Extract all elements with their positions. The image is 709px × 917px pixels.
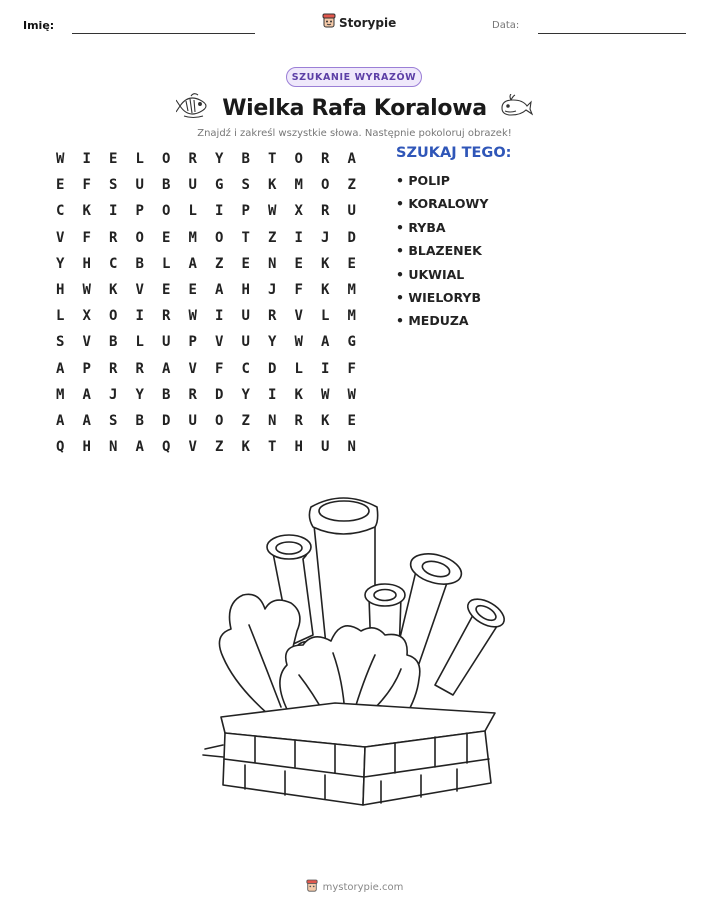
grid-cell[interactable]: A bbox=[82, 386, 91, 403]
grid-cell[interactable]: V bbox=[294, 308, 303, 325]
grid-cell[interactable]: E bbox=[162, 282, 171, 299]
word-list-item: • POLIP bbox=[396, 173, 450, 188]
grid-cell[interactable]: A bbox=[215, 282, 224, 299]
grid-cell[interactable]: N bbox=[347, 439, 356, 456]
grid-cell[interactable]: T bbox=[241, 229, 250, 246]
grid-cell[interactable]: M bbox=[347, 282, 356, 299]
grid-cell[interactable]: A bbox=[135, 439, 144, 456]
grid-cell[interactable]: R bbox=[321, 203, 330, 220]
grid-cell[interactable]: U bbox=[135, 177, 144, 194]
grid-cell[interactable]: L bbox=[135, 151, 144, 168]
grid-cell[interactable]: C bbox=[56, 203, 65, 220]
grid-cell[interactable]: P bbox=[135, 203, 144, 220]
grid-cell[interactable]: K bbox=[294, 386, 303, 403]
grid-cell[interactable]: V bbox=[188, 439, 197, 456]
grid-cell[interactable]: O bbox=[162, 203, 171, 220]
grid-cell[interactable]: H bbox=[241, 282, 250, 299]
grid-cell[interactable]: S bbox=[109, 177, 118, 194]
grid-cell[interactable]: L bbox=[321, 308, 330, 325]
grid-cell[interactable]: T bbox=[268, 151, 277, 168]
grid-cell[interactable]: X bbox=[294, 203, 303, 220]
grid-cell[interactable]: R bbox=[268, 308, 277, 325]
grid-cell[interactable]: Y bbox=[56, 255, 65, 272]
grid-cell[interactable]: O bbox=[215, 412, 224, 429]
grid-cell[interactable]: Y bbox=[135, 386, 144, 403]
grid-cell[interactable]: U bbox=[241, 308, 250, 325]
grid-cell[interactable]: I bbox=[268, 386, 277, 403]
grid-cell[interactable]: E bbox=[162, 229, 171, 246]
grid-cell[interactable]: B bbox=[109, 334, 118, 351]
grid-cell[interactable]: L bbox=[135, 334, 144, 351]
grid-cell[interactable]: I bbox=[82, 151, 91, 168]
grid-cell[interactable]: S bbox=[109, 412, 118, 429]
grid-cell[interactable]: R bbox=[188, 151, 197, 168]
grid-cell[interactable]: O bbox=[215, 229, 224, 246]
grid-cell[interactable]: V bbox=[56, 229, 65, 246]
grid-cell[interactable]: A bbox=[56, 412, 65, 429]
grid-cell[interactable]: R bbox=[135, 360, 144, 377]
footer bbox=[0, 878, 709, 897]
grid-cell[interactable]: W bbox=[347, 386, 356, 403]
brand-name: Storypie bbox=[339, 16, 397, 30]
grid-cell[interactable]: E bbox=[241, 255, 250, 272]
grid-cell[interactable]: K bbox=[321, 282, 330, 299]
grid-cell[interactable]: I bbox=[109, 203, 118, 220]
grid-cell[interactable]: O bbox=[135, 229, 144, 246]
grid-cell[interactable]: U bbox=[241, 334, 250, 351]
grid-cell[interactable]: D bbox=[162, 412, 171, 429]
grid-cell[interactable]: W bbox=[82, 282, 91, 299]
grid-cell[interactable]: W bbox=[268, 203, 277, 220]
word-list-title: SZUKAJ TEGO: bbox=[396, 145, 512, 161]
word-list bbox=[396, 171, 488, 335]
grid-cell[interactable]: L bbox=[294, 360, 303, 377]
grid-cell[interactable]: W bbox=[294, 334, 303, 351]
grid-cell[interactable]: U bbox=[188, 177, 197, 194]
grid-cell[interactable]: Q bbox=[56, 439, 65, 456]
title-row bbox=[0, 91, 709, 125]
grid-cell[interactable]: H bbox=[56, 282, 65, 299]
instructions: Znajdź i zakreśl wszystkie słowa. Następnie pokoloruj obrazek! bbox=[197, 128, 512, 139]
coral-illustration bbox=[195, 485, 515, 819]
grid-cell[interactable]: A bbox=[321, 334, 330, 351]
grid-cell[interactable]: M bbox=[56, 386, 65, 403]
grid-cell[interactable]: A bbox=[82, 412, 91, 429]
grid-cell[interactable]: U bbox=[162, 334, 171, 351]
grid-cell[interactable]: C bbox=[109, 255, 118, 272]
storypie-logo-icon bbox=[322, 13, 336, 33]
grid-cell[interactable]: K bbox=[321, 412, 330, 429]
grid-cell[interactable]: F bbox=[82, 177, 91, 194]
grid-cell[interactable]: R bbox=[162, 308, 171, 325]
grid-cell[interactable]: O bbox=[109, 308, 118, 325]
grid-cell[interactable]: F bbox=[215, 360, 224, 377]
grid-cell[interactable]: O bbox=[294, 151, 303, 168]
grid-cell[interactable]: J bbox=[109, 386, 118, 403]
grid-cell[interactable]: E bbox=[109, 151, 118, 168]
grid-cell[interactable]: K bbox=[109, 282, 118, 299]
grid-cell[interactable]: E bbox=[347, 412, 356, 429]
grid-cell[interactable]: O bbox=[321, 177, 330, 194]
word-list-item: • WIELORYB bbox=[396, 289, 481, 305]
word-list-item: • RYBA bbox=[396, 219, 446, 235]
grid-cell[interactable]: Y bbox=[241, 386, 250, 403]
grid-cell[interactable]: K bbox=[321, 255, 330, 272]
grid-cell[interactable]: M bbox=[347, 308, 356, 325]
grid-cell[interactable]: I bbox=[215, 203, 224, 220]
grid-cell[interactable]: L bbox=[56, 308, 65, 325]
grid-cell[interactable]: D bbox=[347, 229, 356, 246]
grid-cell[interactable]: H bbox=[294, 439, 303, 456]
word-list-item: • BLAZENEK bbox=[396, 243, 482, 259]
name-label: Imię: bbox=[23, 19, 55, 32]
grid-cell[interactable]: J bbox=[268, 282, 277, 299]
grid-cell[interactable]: A bbox=[56, 360, 65, 377]
grid-cell[interactable]: S bbox=[56, 334, 65, 351]
grid-cell[interactable]: W bbox=[188, 308, 197, 325]
grid-cell[interactable]: Z bbox=[215, 439, 224, 456]
grid-cell[interactable]: T bbox=[268, 439, 277, 456]
grid-cell[interactable]: V bbox=[188, 360, 197, 377]
grid-cell[interactable]: E bbox=[294, 255, 303, 272]
word-search-grid bbox=[47, 146, 365, 460]
grid-cell[interactable]: K bbox=[268, 177, 277, 194]
grid-cell[interactable]: F bbox=[347, 360, 356, 377]
name-write-line bbox=[72, 33, 255, 34]
grid-cell[interactable]: U bbox=[347, 203, 356, 220]
word-list-item: • UKWIAL bbox=[396, 266, 465, 282]
grid-cell[interactable]: K bbox=[241, 439, 250, 456]
grid-cell[interactable]: H bbox=[82, 439, 91, 456]
grid-cell[interactable]: Y bbox=[215, 151, 224, 168]
grid-cell[interactable]: V bbox=[82, 334, 91, 351]
grid-cell[interactable]: I bbox=[135, 308, 144, 325]
grid-cell[interactable]: Z bbox=[268, 229, 277, 246]
grid-cell[interactable]: X bbox=[82, 308, 91, 325]
grid-cell[interactable]: W bbox=[56, 151, 65, 168]
grid-cell[interactable]: J bbox=[321, 229, 330, 246]
grid-cell[interactable]: M bbox=[294, 177, 303, 194]
grid-cell[interactable]: Q bbox=[162, 439, 171, 456]
grid-cell[interactable]: L bbox=[188, 203, 197, 220]
grid-cell[interactable]: N bbox=[109, 439, 118, 456]
grid-cell[interactable]: G bbox=[347, 334, 356, 351]
grid-cell[interactable]: Y bbox=[268, 334, 277, 351]
grid-cell[interactable]: O bbox=[162, 151, 171, 168]
storypie-logo-icon bbox=[306, 878, 318, 897]
brand bbox=[322, 13, 396, 33]
grid-cell[interactable]: P bbox=[82, 360, 91, 377]
grid-cell[interactable]: I bbox=[215, 308, 224, 325]
grid-cell[interactable]: I bbox=[294, 229, 303, 246]
grid-cell[interactable]: V bbox=[135, 282, 144, 299]
footer-link[interactable]: mystorypie.com bbox=[322, 882, 404, 893]
date-label: Data: bbox=[492, 20, 520, 31]
word-list-item: • MEDUZA bbox=[396, 313, 469, 329]
whale-icon bbox=[499, 94, 533, 122]
grid-cell[interactable]: Z bbox=[241, 412, 250, 429]
grid-cell[interactable]: Z bbox=[347, 177, 356, 194]
grid-cell[interactable]: B bbox=[135, 255, 144, 272]
grid-cell[interactable]: D bbox=[268, 360, 277, 377]
activity-badge: SZUKANIE WYRAZÓW bbox=[286, 67, 422, 87]
grid-cell[interactable]: D bbox=[215, 386, 224, 403]
grid-cell[interactable]: S bbox=[241, 177, 250, 194]
grid-cell[interactable]: A bbox=[347, 151, 356, 168]
grid-cell[interactable]: R bbox=[109, 360, 118, 377]
grid-cell[interactable]: A bbox=[162, 360, 171, 377]
grid-cell[interactable]: R bbox=[321, 151, 330, 168]
grid-cell[interactable]: R bbox=[294, 412, 303, 429]
grid-cell[interactable]: N bbox=[268, 412, 277, 429]
grid-cell[interactable]: P bbox=[188, 334, 197, 351]
grid-cell[interactable]: E bbox=[56, 177, 65, 194]
grid-cell[interactable]: M bbox=[188, 229, 197, 246]
grid-cell[interactable]: U bbox=[321, 439, 330, 456]
page-title: Wielka Rafa Koralowa bbox=[222, 95, 487, 121]
grid-cell[interactable]: F bbox=[82, 229, 91, 246]
grid-cell[interactable]: B bbox=[241, 151, 250, 168]
grid-cell[interactable]: W bbox=[321, 386, 330, 403]
grid-cell[interactable]: E bbox=[347, 255, 356, 272]
grid-cell[interactable]: N bbox=[268, 255, 277, 272]
grid-cell[interactable]: F bbox=[294, 282, 303, 299]
grid-cell[interactable]: R bbox=[188, 386, 197, 403]
grid-cell[interactable]: C bbox=[241, 360, 250, 377]
grid-cell[interactable]: E bbox=[188, 282, 197, 299]
grid-cell[interactable]: R bbox=[109, 229, 118, 246]
grid-cell[interactable]: U bbox=[188, 412, 197, 429]
grid-cell[interactable]: H bbox=[82, 255, 91, 272]
grid-cell[interactable]: Z bbox=[215, 255, 224, 272]
word-list-item: • KORALOWY bbox=[396, 196, 489, 212]
fish-icon bbox=[176, 92, 210, 124]
grid-cell[interactable]: A bbox=[188, 255, 197, 272]
grid-cell[interactable]: K bbox=[82, 203, 91, 220]
grid-cell[interactable]: V bbox=[215, 334, 224, 351]
grid-cell[interactable]: P bbox=[241, 203, 250, 220]
grid-cell[interactable]: L bbox=[162, 255, 171, 272]
grid-cell[interactable]: B bbox=[135, 412, 144, 429]
grid-cell[interactable]: G bbox=[215, 177, 224, 194]
grid-cell[interactable]: B bbox=[162, 177, 171, 194]
grid-cell[interactable]: B bbox=[162, 386, 171, 403]
grid-cell[interactable]: I bbox=[321, 360, 330, 377]
date-write-line bbox=[538, 33, 686, 34]
